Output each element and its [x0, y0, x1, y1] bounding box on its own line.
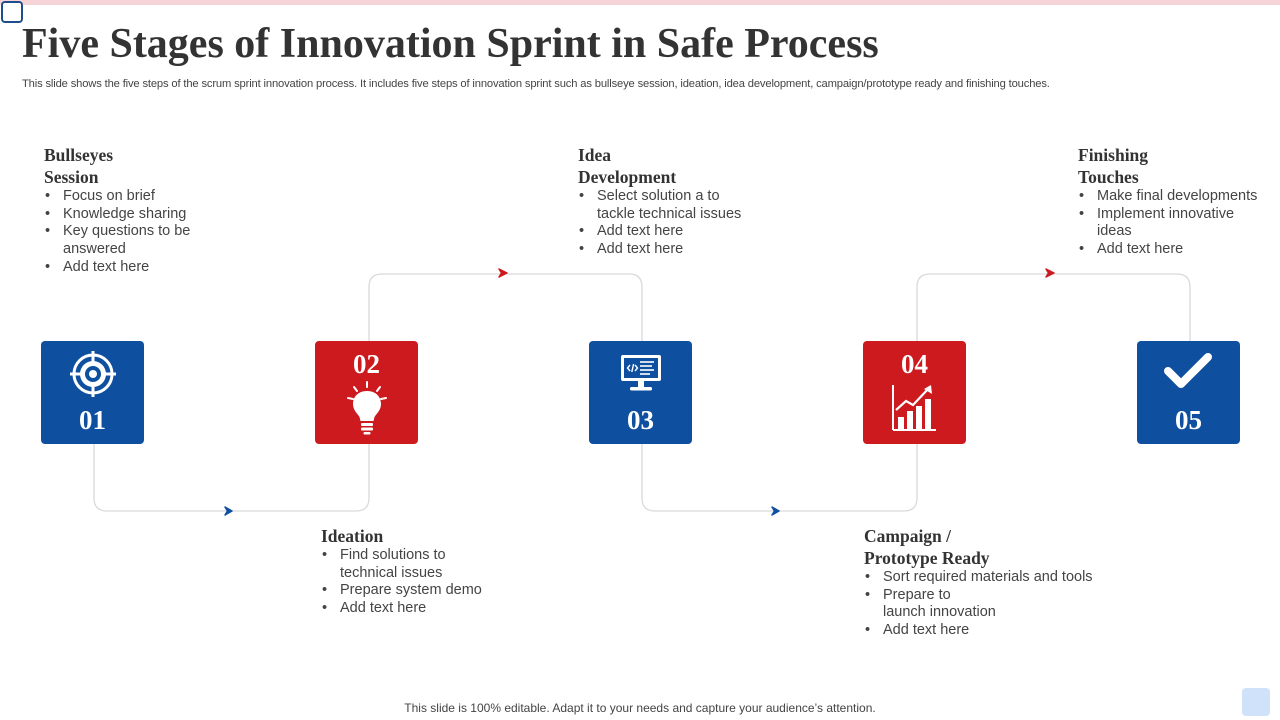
monitor-code-icon — [619, 353, 663, 393]
list-item: • Focus on brief — [44, 188, 264, 206]
stage-bullet-list — [321, 547, 561, 618]
chevron-right-icon — [499, 269, 507, 277]
stage-number: 01 — [79, 405, 106, 435]
growth-chart-icon — [891, 383, 937, 433]
slide-footer: This slide is 100% editable. Adapt it to your needs and capture your audience’s attention. — [404, 701, 876, 715]
stage-bullet-list — [864, 569, 1144, 640]
stage-01-text — [44, 144, 264, 277]
stage-title: Campaign / Prototype Ready — [864, 526, 990, 568]
list-item: • Key questions to be answered — [44, 223, 264, 258]
list-item: • Sort required materials and tools — [864, 569, 1144, 587]
stage-bullet-list — [44, 188, 264, 277]
list-item: • Prepare to launch innovation — [864, 587, 1144, 622]
stage-number: 04 — [901, 349, 928, 379]
list-item: • Add text here — [1078, 241, 1273, 259]
stage-04-box — [863, 341, 966, 444]
stage-number: 02 — [353, 349, 380, 379]
stage-bullet-list — [578, 188, 818, 259]
stage-bullet-list — [1078, 188, 1273, 259]
connector-03-04 — [642, 444, 917, 511]
list-item: • Add text here — [864, 622, 1144, 640]
connector-02-03 — [369, 274, 642, 341]
stage-05-text — [1078, 144, 1273, 259]
list-item: • Select solution a to tackle technical issues — [578, 188, 818, 223]
list-item: • Add text here — [578, 223, 818, 241]
stage-03-text — [578, 144, 818, 259]
connector-01-02 — [94, 444, 369, 511]
stage-02-text — [321, 525, 561, 618]
checkmark-icon — [1164, 353, 1212, 389]
stage-03-box — [589, 341, 692, 444]
stage-title: Bullseyes Session — [44, 145, 114, 187]
list-item: • Prepare system demo — [321, 582, 561, 600]
slide-subtitle: This slide shows the five steps of the scrum sprint innovation process. It includes five steps of innovation sprint such as bullseye session, ideation, idea development, campaign/prototype ready and finishing touches. — [22, 78, 1050, 90]
list-item: • Add text here — [578, 241, 818, 259]
stage-title: Finishing Touches — [1078, 145, 1149, 187]
list-item: • Make final developments — [1078, 188, 1273, 206]
list-item: • Find solutions to technical issues — [321, 547, 561, 582]
list-item: • Implement innovative ideas — [1078, 206, 1273, 241]
lightbulb-icon — [347, 381, 387, 435]
stage-05-box — [1137, 341, 1240, 444]
connector-04-05 — [917, 274, 1190, 341]
stage-02-box — [315, 341, 418, 444]
target-icon — [70, 351, 116, 397]
stage-number: 03 — [627, 405, 654, 435]
stage-title: Idea Development — [578, 145, 677, 187]
list-item: • Knowledge sharing — [44, 206, 264, 224]
chevron-right-icon — [1046, 269, 1054, 277]
stage-number: 05 — [1175, 405, 1202, 435]
slide-title: Five Stages of Innovation Sprint in Safe Process — [22, 21, 879, 67]
stage-04-text — [864, 525, 1144, 640]
list-item: • Add text here — [44, 259, 264, 277]
stage-title: Ideation — [321, 526, 384, 546]
list-item: • Add text here — [321, 600, 561, 618]
stage-01-box — [41, 341, 144, 444]
